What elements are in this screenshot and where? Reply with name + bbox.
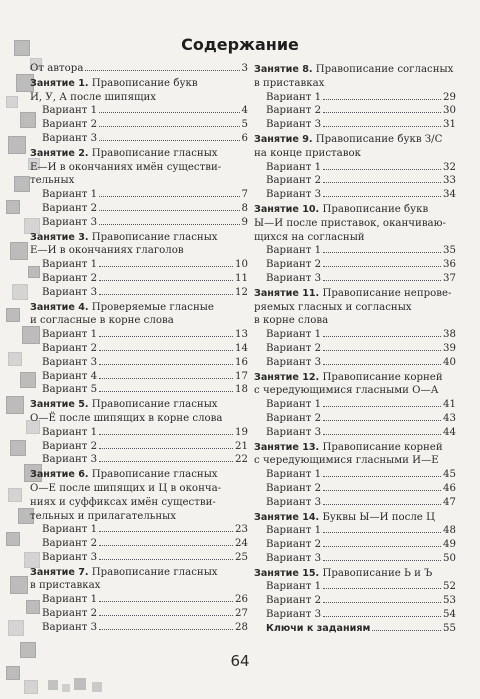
entry-label: Вариант 2 bbox=[266, 342, 322, 354]
lesson-number: Занятие 10. bbox=[254, 203, 320, 215]
variant-entry[interactable] bbox=[30, 383, 248, 397]
dot-leader bbox=[372, 630, 441, 631]
dot-leader bbox=[99, 294, 233, 295]
lesson-title-line: И, У, А после шипящих bbox=[30, 91, 157, 103]
dot-leader bbox=[99, 531, 233, 532]
variant-entry[interactable] bbox=[30, 607, 248, 621]
variant-entry[interactable] bbox=[30, 453, 248, 467]
page-ref: 28 bbox=[235, 621, 248, 633]
lesson-title-text: Правописание гласных bbox=[88, 399, 218, 411]
variant-entry[interactable] bbox=[254, 91, 456, 105]
page-ref: 5 bbox=[241, 119, 248, 131]
lesson-title-line bbox=[254, 203, 456, 217]
lesson-number: Занятие 14. bbox=[254, 511, 320, 523]
lesson-number: Занятие 4. bbox=[30, 301, 89, 313]
variant-entry[interactable] bbox=[254, 524, 456, 538]
page-ref: 35 bbox=[443, 245, 456, 257]
variant-entry[interactable] bbox=[254, 258, 456, 272]
page-ref: 29 bbox=[443, 91, 456, 103]
page-ref: 16 bbox=[235, 356, 248, 368]
entry-label: От автора bbox=[30, 63, 84, 74]
lesson-number: Занятие 11. bbox=[254, 287, 320, 299]
page-ref: 54 bbox=[443, 609, 456, 621]
variant-entry[interactable] bbox=[254, 244, 456, 258]
dot-leader bbox=[99, 601, 233, 602]
entry-label: Вариант 3 bbox=[266, 496, 322, 508]
page-ref: 6 bbox=[241, 132, 248, 144]
page-ref: 34 bbox=[443, 189, 456, 201]
lesson-title-text: Правописание корней bbox=[319, 441, 443, 453]
variant-entry[interactable] bbox=[30, 370, 248, 384]
lesson-heading bbox=[254, 567, 456, 581]
page-ref: 36 bbox=[443, 259, 456, 271]
dot-leader bbox=[323, 420, 441, 421]
variant-entry[interactable] bbox=[254, 482, 456, 496]
variant-entry[interactable] bbox=[254, 608, 456, 622]
dot-leader bbox=[99, 140, 239, 141]
lesson-title-line: Е—И в окончаниях имён существи- bbox=[30, 161, 222, 173]
dot-leader bbox=[323, 546, 441, 547]
variant-entry[interactable] bbox=[254, 174, 456, 188]
entry-label: Вариант 2 bbox=[266, 482, 322, 494]
lesson-title-line: щихся на согласный bbox=[254, 231, 365, 243]
lesson-heading bbox=[30, 77, 248, 105]
lesson-title-line: ниях и суффиксах имён существи- bbox=[30, 496, 216, 508]
lesson-title-line bbox=[30, 398, 248, 412]
entry-label: Вариант 2 bbox=[266, 259, 322, 271]
lesson-number: Занятие 8. bbox=[254, 64, 313, 75]
entry-label: Вариант 3 bbox=[266, 552, 322, 564]
dot-leader bbox=[99, 196, 239, 197]
dot-leader bbox=[99, 126, 239, 127]
entry-label: Вариант 5 bbox=[42, 384, 98, 396]
lesson-title-text: Правописание букв З/С bbox=[312, 133, 443, 145]
dot-leader bbox=[323, 336, 441, 337]
page-ref: 18 bbox=[235, 384, 248, 396]
page-ref: 39 bbox=[443, 342, 456, 354]
lesson-heading bbox=[30, 398, 248, 426]
lesson-heading bbox=[254, 441, 456, 469]
variant-entry[interactable] bbox=[30, 258, 248, 272]
lesson-title-line bbox=[254, 133, 456, 147]
page-ref: 47 bbox=[443, 496, 456, 508]
page-ref: 27 bbox=[235, 608, 248, 620]
variant-entry[interactable] bbox=[254, 272, 456, 286]
dot-leader bbox=[99, 559, 233, 560]
entry-label: Вариант 1 bbox=[266, 245, 322, 257]
lesson-title-line: ряемых гласных и согласных bbox=[254, 301, 412, 313]
lesson-heading bbox=[30, 566, 248, 594]
variant-entry[interactable] bbox=[30, 621, 248, 635]
entry-label: Вариант 1 bbox=[42, 259, 98, 271]
dot-leader bbox=[99, 448, 233, 449]
page-ref: 46 bbox=[443, 482, 456, 494]
entry-label: Вариант 2 bbox=[42, 342, 98, 354]
entry-label: Вариант 1 bbox=[42, 426, 98, 438]
page-ref: 43 bbox=[443, 412, 456, 424]
page-ref: 11 bbox=[235, 272, 248, 284]
variant-entry[interactable] bbox=[254, 412, 456, 426]
lesson-number: Занятие 5. bbox=[30, 399, 89, 411]
dot-leader bbox=[99, 266, 233, 267]
entry-label: Вариант 4 bbox=[42, 370, 98, 382]
dot-leader bbox=[99, 336, 233, 337]
page-ref: 52 bbox=[443, 581, 456, 593]
variant-entry[interactable] bbox=[254, 496, 456, 510]
page-ref: 21 bbox=[235, 440, 248, 452]
lesson-title-text: Проверяемые гласные bbox=[88, 301, 214, 313]
variant-entry[interactable] bbox=[30, 118, 248, 132]
variant-entry[interactable] bbox=[254, 328, 456, 342]
lesson-title-text: Правописание гласных bbox=[88, 231, 218, 243]
lesson-title-line bbox=[30, 301, 248, 315]
variant-entry[interactable] bbox=[254, 426, 456, 440]
entry-label: Вариант 2 bbox=[42, 440, 98, 452]
lesson-number: Занятие 6. bbox=[30, 469, 89, 481]
variant-entry[interactable] bbox=[30, 342, 248, 356]
entry-label: Вариант 3 bbox=[266, 189, 322, 201]
page-ref: 26 bbox=[235, 594, 248, 606]
toc-right-column bbox=[254, 62, 456, 636]
page-ref: 38 bbox=[443, 329, 456, 341]
entry-label: Вариант 1 bbox=[42, 594, 98, 606]
dot-leader bbox=[323, 406, 441, 407]
dot-leader bbox=[323, 560, 441, 561]
dot-leader bbox=[323, 280, 441, 281]
dot-leader bbox=[99, 434, 233, 435]
variant-entry[interactable] bbox=[30, 356, 248, 370]
lesson-number: Занятие 1. bbox=[30, 77, 89, 89]
dot-leader bbox=[99, 391, 233, 392]
entry-label: Вариант 3 bbox=[42, 216, 98, 228]
variant-entry[interactable] bbox=[254, 161, 456, 175]
lesson-title-line bbox=[30, 231, 248, 245]
entry-label: Вариант 3 bbox=[266, 272, 322, 284]
lesson-title-line: в приставках bbox=[254, 77, 325, 89]
entry-label: Вариант 2 bbox=[266, 539, 322, 551]
variant-entry[interactable] bbox=[30, 440, 248, 454]
dot-leader bbox=[99, 224, 239, 225]
page-ref: 49 bbox=[443, 539, 456, 551]
lesson-title-line: тельных bbox=[30, 175, 75, 187]
variant-entry[interactable] bbox=[254, 342, 456, 356]
page-ref: 13 bbox=[235, 329, 248, 341]
dot-leader bbox=[323, 196, 441, 197]
page-ref: 48 bbox=[443, 525, 456, 537]
dot-leader bbox=[99, 280, 233, 281]
lesson-title-line: и согласные в корне слова bbox=[30, 315, 174, 327]
lesson-title-text: Правописание корней bbox=[319, 371, 443, 383]
page-ref: 19 bbox=[235, 426, 248, 438]
dot-leader bbox=[323, 99, 441, 100]
lesson-title-line: Е—И в окончаниях глаголов bbox=[30, 245, 184, 257]
lesson-heading bbox=[254, 133, 456, 161]
entry-label: Вариант 1 bbox=[266, 525, 322, 537]
variant-entry[interactable] bbox=[30, 272, 248, 286]
entry-label: Вариант 1 bbox=[266, 91, 322, 103]
dot-leader bbox=[323, 476, 441, 477]
lesson-title-text: Правописание непрове- bbox=[319, 287, 452, 299]
entry-label: Вариант 3 bbox=[42, 551, 98, 563]
lesson-title-line bbox=[254, 371, 456, 385]
entry-label: Вариант 2 bbox=[42, 119, 98, 131]
entry-label: Вариант 3 bbox=[42, 132, 98, 144]
page-ref: 4 bbox=[241, 105, 248, 117]
lesson-title-text: Правописание согласных bbox=[312, 64, 454, 75]
page-ref: 31 bbox=[443, 119, 456, 131]
entry-label: Вариант 3 bbox=[42, 286, 98, 298]
variant-entry[interactable] bbox=[30, 202, 248, 216]
dot-leader bbox=[323, 126, 441, 127]
lesson-title-line bbox=[254, 287, 456, 301]
dot-leader bbox=[323, 602, 441, 603]
entry-label: Вариант 1 bbox=[266, 329, 322, 341]
lesson-heading bbox=[254, 63, 456, 91]
variant-entry[interactable] bbox=[30, 593, 248, 607]
entry-label: Вариант 3 bbox=[266, 609, 322, 621]
page-ref: 55 bbox=[443, 622, 456, 634]
dot-leader bbox=[99, 461, 233, 462]
lesson-heading bbox=[254, 287, 456, 328]
lesson-heading bbox=[254, 371, 456, 399]
answer-keys-entry[interactable] bbox=[254, 622, 456, 636]
dot-leader bbox=[99, 545, 233, 546]
lesson-heading bbox=[254, 203, 456, 244]
variant-entry[interactable] bbox=[30, 328, 248, 342]
variant-entry[interactable] bbox=[30, 216, 248, 230]
lesson-title-line: Ы—И после приставок, оканчиваю- bbox=[254, 217, 446, 229]
variant-entry[interactable] bbox=[254, 538, 456, 552]
entry-label: Вариант 3 bbox=[42, 356, 98, 368]
lesson-number: Занятие 2. bbox=[30, 147, 89, 159]
variant-entry[interactable] bbox=[30, 286, 248, 300]
variant-entry[interactable] bbox=[254, 594, 456, 608]
lesson-title-line bbox=[30, 566, 248, 580]
dot-leader bbox=[323, 252, 441, 253]
lesson-number: Занятие 9. bbox=[254, 133, 313, 145]
dot-leader bbox=[323, 112, 441, 113]
page-ref: 41 bbox=[443, 399, 456, 411]
entry-label: Вариант 1 bbox=[266, 399, 322, 411]
lesson-number: Занятие 7. bbox=[30, 566, 89, 578]
page-ref: 33 bbox=[443, 175, 456, 187]
entry-label: Вариант 1 bbox=[42, 329, 98, 341]
page-title: Содержание bbox=[181, 35, 299, 54]
entry-label: Вариант 2 bbox=[42, 538, 98, 550]
entry-label: Вариант 2 bbox=[266, 412, 322, 424]
lesson-title-line: на конце приставок bbox=[254, 147, 361, 159]
page-number: 64 bbox=[230, 652, 250, 670]
dot-leader bbox=[323, 434, 441, 435]
page-ref: 17 bbox=[235, 370, 248, 382]
entry-label: Вариант 1 bbox=[42, 524, 98, 536]
lesson-title-line bbox=[30, 147, 248, 161]
lesson-title-line bbox=[254, 63, 456, 77]
variant-entry[interactable] bbox=[30, 551, 248, 565]
page-ref: 3 bbox=[241, 63, 248, 74]
variant-entry[interactable] bbox=[254, 104, 456, 118]
page-ref: 40 bbox=[443, 356, 456, 368]
lesson-title-line bbox=[254, 567, 456, 581]
dot-leader bbox=[99, 350, 233, 351]
entry-label: Ключи к заданиям bbox=[266, 622, 371, 634]
page-ref: 50 bbox=[443, 552, 456, 564]
lesson-heading bbox=[30, 301, 248, 329]
page-ref: 14 bbox=[235, 342, 248, 354]
lesson-title-text: Буквы Ы—И после Ц bbox=[319, 511, 435, 523]
entry-label: Вариант 3 bbox=[266, 356, 322, 368]
variant-entry[interactable] bbox=[30, 523, 248, 537]
lesson-number: Занятие 13. bbox=[254, 441, 320, 453]
variant-entry[interactable] bbox=[30, 132, 248, 146]
variant-entry[interactable] bbox=[30, 188, 248, 202]
lesson-title-line bbox=[30, 77, 248, 91]
lesson-title-line: с чередующимися гласными О—А bbox=[254, 385, 439, 397]
lesson-title-line: в приставках bbox=[30, 580, 101, 592]
lesson-title-line: О—Ё после шипящих в корне слова bbox=[30, 412, 223, 424]
dot-leader bbox=[99, 378, 233, 379]
toc-left-column bbox=[30, 62, 248, 635]
dot-leader bbox=[99, 210, 239, 211]
dot-leader bbox=[323, 504, 441, 505]
toc-entry[interactable] bbox=[30, 62, 248, 76]
dot-leader bbox=[323, 490, 441, 491]
dot-leader bbox=[323, 182, 441, 183]
entry-label: Вариант 1 bbox=[266, 581, 322, 593]
dot-leader bbox=[99, 112, 239, 113]
dot-leader bbox=[323, 364, 441, 365]
page-ref: 37 bbox=[443, 272, 456, 284]
dot-leader bbox=[323, 169, 441, 170]
dot-leader bbox=[99, 364, 233, 365]
entry-label: Вариант 2 bbox=[266, 595, 322, 607]
lesson-title-text: Правописание гласных bbox=[88, 469, 218, 481]
variant-entry[interactable] bbox=[30, 537, 248, 551]
lesson-number: Занятие 15. bbox=[254, 567, 320, 579]
lesson-title-text: Правописание Ь и Ъ bbox=[319, 567, 433, 579]
dot-leader bbox=[323, 532, 441, 533]
dot-leader bbox=[323, 616, 441, 617]
page-ref: 23 bbox=[235, 524, 248, 536]
page-ref: 44 bbox=[443, 426, 456, 438]
lesson-heading bbox=[30, 147, 248, 188]
entry-label: Вариант 3 bbox=[266, 426, 322, 438]
entry-label: Вариант 1 bbox=[42, 105, 98, 117]
lesson-title-line bbox=[30, 468, 248, 482]
variant-entry[interactable] bbox=[254, 188, 456, 202]
lesson-number: Занятие 3. bbox=[30, 231, 89, 243]
variant-entry[interactable] bbox=[254, 118, 456, 132]
dot-leader bbox=[99, 629, 233, 630]
page-ref: 22 bbox=[235, 454, 248, 466]
dot-leader bbox=[323, 588, 441, 589]
entry-label: Вариант 2 bbox=[266, 105, 322, 117]
entry-label: Вариант 1 bbox=[42, 189, 98, 201]
entry-label: Вариант 1 bbox=[266, 469, 322, 481]
lesson-title-text: Правописание букв bbox=[319, 203, 429, 215]
lesson-number: Занятие 12. bbox=[254, 371, 320, 383]
dot-leader bbox=[323, 350, 441, 351]
lesson-heading bbox=[30, 468, 248, 523]
variant-entry[interactable] bbox=[254, 398, 456, 412]
dot-leader bbox=[323, 266, 441, 267]
entry-label: Вариант 3 bbox=[42, 621, 98, 633]
page-ref: 9 bbox=[241, 216, 248, 228]
lesson-title-text: Правописание гласных bbox=[88, 147, 218, 159]
lesson-title-text: Правописание букв bbox=[88, 77, 198, 89]
page-ref: 32 bbox=[443, 161, 456, 173]
variant-entry[interactable] bbox=[254, 552, 456, 566]
entry-label: Вариант 2 bbox=[42, 272, 98, 284]
page-ref: 7 bbox=[241, 189, 248, 201]
lesson-title-line bbox=[254, 511, 456, 525]
lesson-heading bbox=[30, 231, 248, 259]
page-ref: 45 bbox=[443, 469, 456, 481]
lesson-heading bbox=[254, 511, 456, 525]
dot-leader bbox=[99, 615, 233, 616]
variant-entry[interactable] bbox=[30, 426, 248, 440]
entry-label: Вариант 3 bbox=[42, 454, 98, 466]
lesson-title-line: с чередующимися гласными И—Е bbox=[254, 455, 439, 467]
lesson-title-text: Правописание гласных bbox=[88, 566, 218, 578]
lesson-title-line bbox=[254, 441, 456, 455]
page-ref: 24 bbox=[235, 538, 248, 550]
page-ref: 12 bbox=[235, 286, 248, 298]
dot-leader bbox=[85, 70, 239, 71]
page-ref: 25 bbox=[235, 551, 248, 563]
page-ref: 10 bbox=[235, 259, 248, 271]
lesson-title-line: тельных и прилагательных bbox=[30, 510, 176, 522]
entry-label: Вариант 2 bbox=[42, 608, 98, 620]
entry-label: Вариант 1 bbox=[266, 161, 322, 173]
entry-label: Вариант 2 bbox=[266, 175, 322, 187]
lesson-title-line: О—Е после шипящих и Ц в оконча- bbox=[30, 482, 222, 494]
lesson-title-line: в корне слова bbox=[254, 315, 329, 327]
variant-entry[interactable] bbox=[30, 104, 248, 118]
entry-label: Вариант 2 bbox=[42, 202, 98, 214]
page-ref: 30 bbox=[443, 105, 456, 117]
page-ref: 8 bbox=[241, 202, 248, 214]
page-ref: 53 bbox=[443, 595, 456, 607]
entry-label: Вариант 3 bbox=[266, 119, 322, 131]
variant-entry[interactable] bbox=[254, 356, 456, 370]
variant-entry[interactable] bbox=[254, 580, 456, 594]
variant-entry[interactable] bbox=[254, 468, 456, 482]
